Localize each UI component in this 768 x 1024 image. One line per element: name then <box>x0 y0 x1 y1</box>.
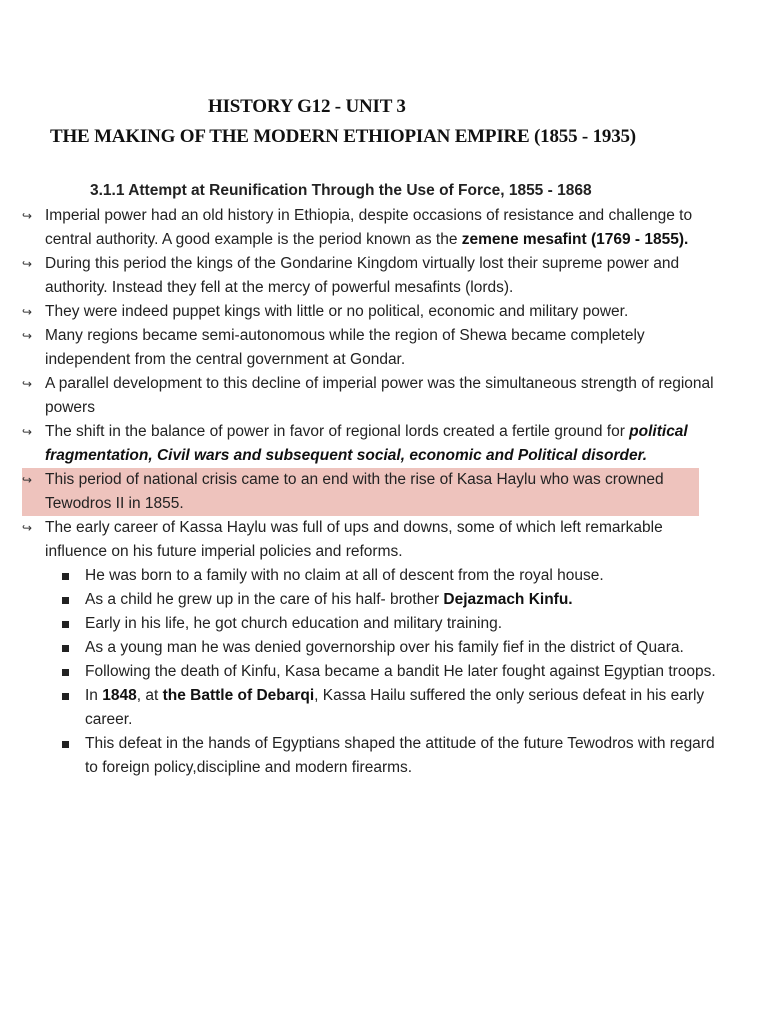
arrow-bullet-icon: ↪ <box>22 377 33 391</box>
arrow-bullet-icon: ↪ <box>22 305 33 319</box>
list-item <box>22 204 722 252</box>
sub-list-item <box>62 564 722 588</box>
sub-item-text: , at <box>136 687 163 704</box>
sub-list-item <box>62 732 722 780</box>
sub-item-text: This defeat in the hands of Egyptians shaped the attitude of the future Tewodros with regard to foreign policy,discipline and modern firearms. <box>85 735 715 776</box>
square-bullet-icon <box>62 669 69 676</box>
sub-bullet-list <box>22 564 722 780</box>
arrow-bullet-icon: ↪ <box>22 257 33 271</box>
square-bullet-icon <box>62 693 69 700</box>
list-item <box>22 300 722 324</box>
square-bullet-icon <box>62 573 69 580</box>
sub-item-text: Following the death of Kinfu, Kasa became a bandit He later fought against Egyptian troops. <box>85 663 716 680</box>
square-bullet-icon <box>62 645 69 652</box>
square-bullet-icon <box>62 741 69 748</box>
square-bullet-icon <box>62 597 69 604</box>
document-title-line-2: THE MAKING OF THE MODERN ETHIOPIAN EMPIRE (1855 - 1935) <box>50 126 636 147</box>
list-item <box>22 516 722 564</box>
sub-item-text: , Kassa Hailu suffered the only serious defeat in his early career. <box>85 687 705 728</box>
item-bold-text: zemene mesafint (1769 - 1855). <box>461 231 689 248</box>
sub-item-bold-text: the Battle of Debarqi <box>162 687 315 704</box>
item-text: During this period the kings of the Gondarine Kingdom virtually lost their supreme power and authority. Instead they fell at the mercy of powerful mesafints (lords). <box>45 255 680 296</box>
document-title-line-1: HISTORY G12 - UNIT 3 <box>208 96 406 117</box>
list-item <box>22 372 722 420</box>
item-text: They were indeed puppet kings with little or no political, economic and military power. <box>45 303 629 320</box>
sub-list-item <box>62 660 722 684</box>
arrow-bullet-icon: ↪ <box>22 329 33 343</box>
list-item <box>22 324 722 372</box>
item-text: Imperial power had an old history in Ethiopia, despite occasions of resistance and challenge to central authority. A good example is the period known as the <box>45 207 693 248</box>
sub-list-item <box>62 588 722 612</box>
arrow-bullet-icon: ↪ <box>22 473 33 487</box>
item-text: Many regions became semi-autonomous while the region of Shewa became completely independent from the central government at Gondar. <box>45 327 645 368</box>
sub-item-text: As a young man he was denied governorship over his family fief in the district of Quara. <box>85 639 684 656</box>
sub-item-bold-text: Dejazmach Kinfu. <box>443 591 573 608</box>
sub-item-text: Early in his life, he got church education and military training. <box>85 615 502 632</box>
sub-item-text: In <box>85 687 103 704</box>
item-text: A parallel development to this decline of imperial power was the simultaneous strength of regional powers <box>45 375 714 416</box>
list-item <box>22 252 722 300</box>
square-bullet-icon <box>62 621 69 628</box>
list-item <box>22 420 722 468</box>
sub-item-text: He was born to a family with no claim at all of descent from the royal house. <box>85 567 604 584</box>
main-bullet-list <box>22 204 722 780</box>
sub-list-item <box>62 612 722 636</box>
sub-list-item <box>62 636 722 660</box>
sub-item-text: As a child he grew up in the care of his half- brother <box>85 591 444 608</box>
item-text: The early career of Kassa Haylu was full of ups and downs, some of which left remarkable influence on his future imperial policies and reforms. <box>45 519 663 560</box>
section-heading: 3.1.1 Attempt at Reunification Through the Use of Force, 1855 - 1868 <box>90 182 592 199</box>
item-text: This period of national crisis came to an end with the rise of Kasa Haylu who was crowned Tewodros II in 1855. <box>45 471 664 512</box>
arrow-bullet-icon: ↪ <box>22 425 33 439</box>
sub-list-item <box>62 684 722 732</box>
item-text: The shift in the balance of power in favor of regional lords created a fertile ground for <box>45 423 630 440</box>
item-bold-italic-text: political fragmentation, Civil wars and subsequent social, economic and Political disorder. <box>45 423 688 464</box>
arrow-bullet-icon: ↪ <box>22 209 33 223</box>
arrow-bullet-icon: ↪ <box>22 521 33 535</box>
sub-item-bold-text: 1848 <box>102 687 137 704</box>
highlighted-list-item <box>22 468 699 516</box>
